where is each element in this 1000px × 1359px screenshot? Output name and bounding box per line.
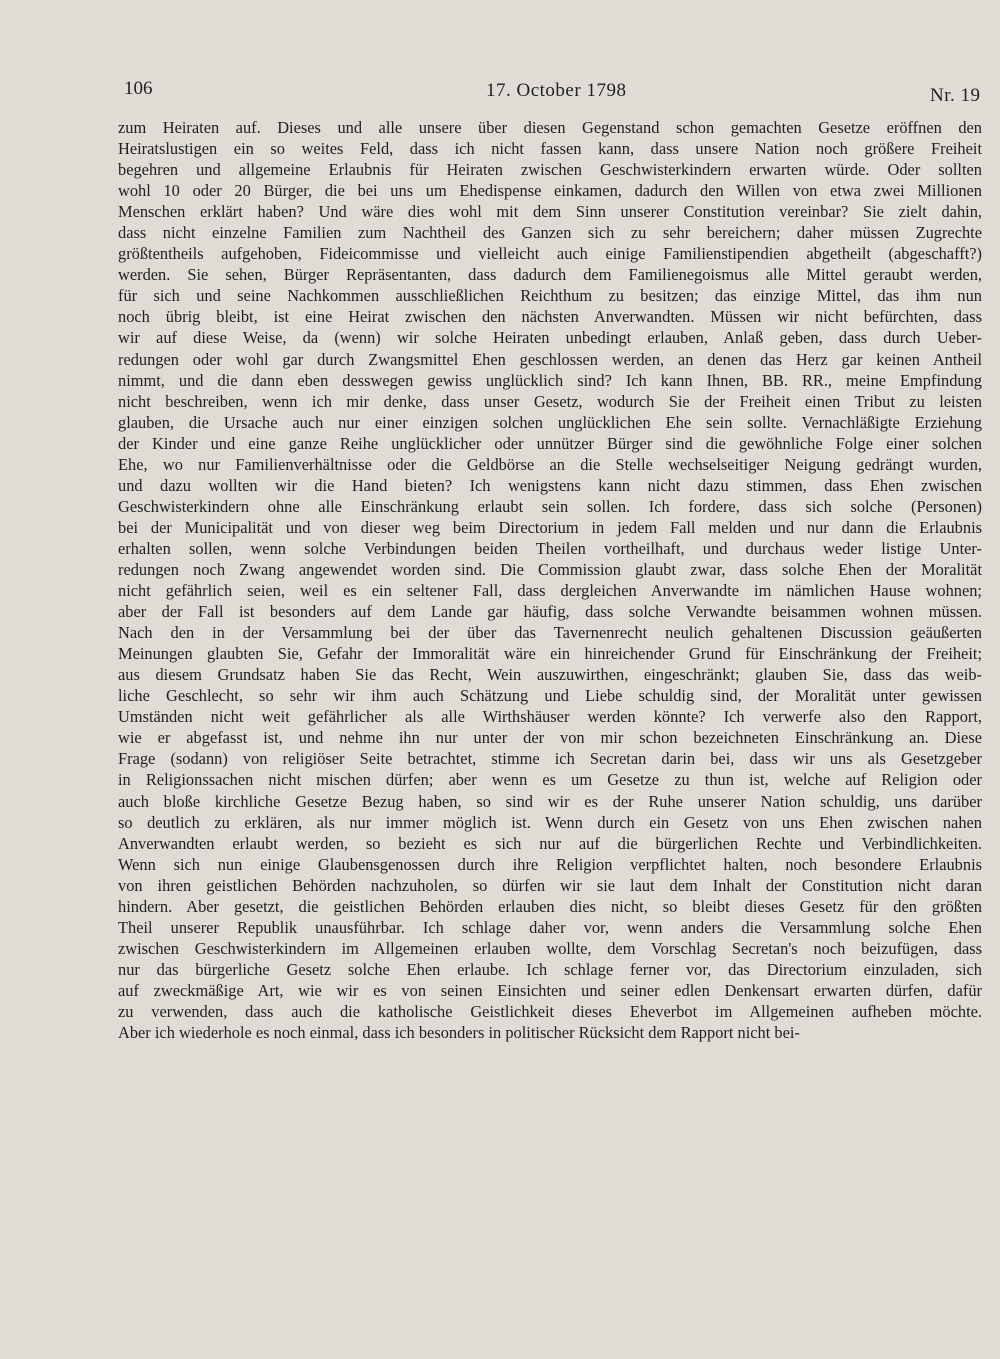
issue-number: Nr. 19 (930, 85, 981, 106)
text-line: Meinungen glaubten Sie, Gefahr der Immoralität wäre ein hinreichender Grund für Einschränkung der Freiheit; (118, 644, 982, 664)
text-line: Heiratslustigen ein so weites Feld, dass ich nicht fassen kann, dass unsere Nation noch größere Freiheit (118, 139, 982, 159)
text-line: nicht gefährlich seien, weil es ein seltener Fall, dass dergleichen Anverwandte im nämlichen Hause wohnen; (118, 581, 982, 601)
text-line: werden. Sie sehen, Bürger Repräsentanten, dass dadurch dem Familienegoismus alle Mittel geraubt werden, (118, 265, 982, 285)
text-line: Aber ich wiederhole es noch einmal, dass ich besonders in politischer Rücksicht dem Rapport nicht bei- (118, 1023, 800, 1043)
text-line: Theil unserer Republik unausführbar. Ich schlage daher vor, wenn anders die Versammlung solche Ehen (118, 917, 982, 937)
text-line: nicht beschreiben, wenn ich mir denke, dass unser Gesetz, wodurch Sie der Freiheit einen Tribut zu leisten (118, 391, 982, 411)
text-line: zum Heiraten auf. Dieses und alle unsere über diesen Gegenstand schon gemachten Gesetze eröffnen den (118, 118, 982, 137)
text-line: in Religionssachen nicht mischen dürfen; aber wenn es um Gesetze zu thun ist, welche auf Religion oder (118, 770, 982, 790)
text-line: erhalten sollen, wenn solche Verbindungen beiden Theilen vortheilhaft, und durchaus weder listige Unter- (118, 538, 982, 558)
text-line: auf zweckmäßige Art, wie wir es von seinen Einsichten und seiner edlen Denkensart erwarten dürfen, dafür (118, 980, 982, 1000)
text-line: auch bloße kirchliche Gesetze Bezug haben, so sind wir es der Ruhe unserer Nation schuldig, uns darüber (118, 791, 982, 811)
text-line: Wenn sich nun einige Glaubensgenossen durch ihre Religion verpflichtet halten, noch besondere Erlaubnis (118, 854, 982, 874)
text-line: aus diesem Grundsatz haben Sie das Recht, Wein auszuwirthen, eingeschränkt; glauben Sie, dass das weib- (118, 665, 982, 685)
text-line: Frage (sodann) von religiöser Seite betrachtet, stimme ich Secretan darin bei, dass wir uns als Gesetzgeber (118, 749, 982, 769)
text-line: hindern. Aber gesetzt, die geistlichen Behörden erlauben dies nicht, so bleibt dieses Gesetz für den größten (118, 896, 982, 916)
text-line: größtentheils aufgehoben, Fideicommisse und vielleicht auch einige Familienstipendien abgetheilt (abgeschafft?) (118, 244, 982, 264)
text-line: noch übrig bleibt, ist eine Heirat zwischen den nächsten Anverwandten. Müssen wir nicht befürchten, dass (118, 307, 982, 327)
text-line: von ihren geistlichen Behörden nachzuholen, so dürfen wir sie laut dem Inhalt der Constitution nicht daran (118, 875, 982, 895)
text-line: zu verwenden, dass auch die katholische Geistlichkeit dieses Eheverbot im Allgemeinen aufheben möchte. (118, 1001, 982, 1021)
text-line: bei der Municipalität und von dieser weg beim Directorium in jedem Fall melden und nur dann die Erlaubnis (118, 517, 982, 537)
text-line: redungen noch Zwang angewendet worden sind. Die Commission glaubt zwar, dass solche Ehen der Moralität (118, 559, 982, 579)
text-line: Menschen erklärt haben? Und wäre dies wohl mit dem Sinn unserer Constitution vereinbar? Sie zielt dahin, (118, 202, 982, 222)
text-line: Anverwandten erlaubt werden, so bezieht es sich nur auf die bürgerlichen Rechte und Verbindlichkeiten. (118, 833, 982, 853)
text-line: zwischen Geschwisterkindern im Allgemeinen erlauben wollte, dem Vorschlag Secretan's noch beizufügen, dass (118, 938, 982, 958)
text-line: nur das bürgerliche Gesetz solche Ehen erlaube. Ich schlage ferner vor, das Directorium einzuladen, sich (118, 959, 982, 979)
text-line: liche Geschlecht, so sehr wir ihm auch Schätzung und Liebe schuldig sind, der Moralität unter gewissen (118, 686, 982, 706)
text-line: Nach den in der Versammlung bei der über das Tavernenrecht neulich gehaltenen Discussion geäußerten (118, 623, 982, 643)
text-line: redungen oder wohl gar durch Zwangsmittel Ehen geschlossen werden, an denen das Herz gar keinen Antheil (118, 349, 982, 369)
page-number: 106 (124, 78, 153, 99)
text-line: der Kinder und eine ganze Reihe unglücklicher oder unnützer Bürger sind die gewöhnliche Folge einer solchen (118, 433, 982, 453)
text-line: dass nicht einzelne Familien zum Nachtheil des Ganzen sich zu sehr bereichern; daher müssen Zugrechte (118, 223, 982, 243)
text-line: Geschwisterkindern ohne alle Einschränkung erlaubt sein sollen. Ich fordere, dass sich solche (Personen) (118, 496, 982, 516)
text-line: wohl 10 oder 20 Bürger, die bei uns um Ehedispense einkamen, dadurch den Willen von etwa zwei Millionen (118, 181, 982, 201)
text-line: für sich und seine Nachkommen ausschließlichen Reichthum zu besitzen; das einzige Mittel, das ihm nun (118, 286, 982, 306)
text-line: Umständen nicht weit gefährlicher als alle Wirthshäuser werden könnte? Ich verwerfe also den Rapport, (118, 707, 982, 727)
body-text (118, 117, 982, 1043)
text-line: und dazu wollten wir die Hand bieten? Ich wenigstens kann nicht dazu stimmen, dass Ehen zwischen (118, 475, 982, 495)
header-date: 17. October 1798 (486, 80, 627, 101)
text-line: wie er abgefasst ist, und nehme ihn nur unter der von mir schon bezeichneten Einschränkung an. Diese (118, 728, 982, 748)
text-line: wir auf diese Weise, da (wenn) wir solche Heiraten unbedingt erlauben, Anlaß geben, dass durch Ueber- (118, 328, 982, 348)
page-header (0, 78, 1000, 112)
text-line: glauben, die Ursache auch nur einer einzigen solchen unglücklichen Ehe sein sollte. Vernachläßigte Erziehung (118, 412, 982, 432)
text-line: nimmt, und die dann eben desswegen gewiss unglücklich sind? Ich kann Ihnen, BB. RR., meine Empfindung (118, 370, 982, 390)
text-line: begehren und allgemeine Erlaubnis für Heiraten zwischen Geschwisterkindern erwarten würde. Oder sollten (118, 160, 982, 180)
text-line: Ehe, wo nur Familienverhältnisse oder die Geldbörse an die Stelle wechselseitiger Neigung gedrängt wurden, (118, 454, 982, 474)
text-line: aber der Fall ist besonders auf dem Lande gar häufig, dass solche Verwandte beisammen wohnen müssen. (118, 602, 982, 622)
text-line: so deutlich zu erklären, als nur immer möglich ist. Wenn durch ein Gesetz von uns Ehen zwischen nahen (118, 812, 982, 832)
